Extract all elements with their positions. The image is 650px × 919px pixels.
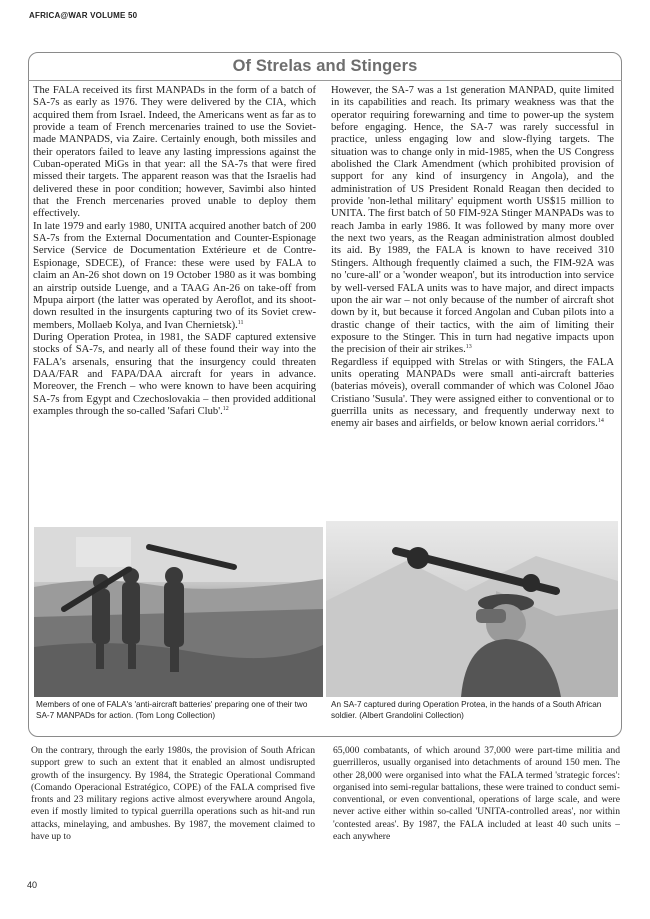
- footnote-marker: 13: [465, 344, 472, 351]
- sa7-captured-photo: [326, 521, 618, 697]
- paragraph: During Operation Protea, in 1981, the SADF captured extensive stocks of SA-7s, and nearly all of these found their way into the FALA's arsenals, ensuring that the insurgency could threaten DAA/FAR and FAPA/DAA aircraft for years in advance. Moreover, the French – who were known to have been acquiring SA-7s from Egypt and Czechoslovakia – then provided additional examples through the so-called 'Safari Club'.$^{12}$: [33, 331, 316, 417]
- footnote-marker: 12: [222, 405, 229, 412]
- box-right-column: [331, 85, 614, 519]
- paragraph: 65,000 combatants, of which around 37,000 were part-time militia and guerrilleros, usually organised into detachments of around 150 men. The other 28,000 were organised into what the FALA termed 'strategic forces': organised into semi-regular battalions, these were trained to conduct semi-conventional, or even conventional, operations of large scale, and were never active either within so-called 'UNITA-controlled areas', nor within 'contested areas'. By 1987, the FALA included at least 40 such units – each anywhere: [333, 745, 620, 843]
- paragraph: The FALA received its first MANPADs in the form of a batch of SA-7s as early as 1976. They were delivered by the CIA, which acquired them from Israel. Indeed, the Americans went as far as to provide a team of French mercenaries trained to use the Soviet-made MANPADS, via Zaire. Certainly enough, both missiles and their operators failed to leave any lasting impressions against the Cuban-operated MiGs in that year: all the SA-7s that were fired missed their targets. The apparent reason was that the Israelis had delivered these in poor condition; however, Savimbi also hinted that the French mercenaries proved unable to deploy them effectively.: [33, 85, 316, 220]
- main-text-left-column: [31, 745, 315, 863]
- paragraph: However, the SA-7 was a 1st generation MANPAD, quite limited in its capabilities and reach. Its primary weakness was that the operator requiring forewarning and time to power-up the system before engaging. Hence, the SA-7 was rarely successful in practice, unless engaging low and slow-flying targets. The situation was to change only in mid-1985, when the US Congress abolished the Clark Amendment (which prohibited provision of support for any kind of insurgency in Angola), and the administration of US President Ronald Reagan then decided to provide 'non-lethal military' equipment worth US$15 million to UNITA. The first batch of 50 FIM-92A Stinger MANPADs was to reach Jamba in early 1986. It was followed by many more over the next two years, as the Reagan administration almost doubled its aid. By 1989, the FALA is known to have received 310 Stingers. Although frequently claimed a such, the FIM-92A was no 'cure-all' or a 'wonder weapon', but its introduction into service by well-versed FALA units was to have major, and direct impacts upon the air war – not only because of the number of aircraft shot down by it, but because it forced Angolan and Cuban pilots into a drastic change of their tactics, with the aim of limiting their exposure to the Stinger. This in turn had negative impacts upon the precision of their air strikes.$^{13}$: [331, 85, 614, 356]
- paragraph: On the contrary, through the early 1980s, the provision of South African support grew to such an extent that it enabled an almost undisrupted growth of the insurgency. By 1984, the Strategic Operational Command (Comando Operacional Estratégico, COPE) of the FALA comprised five fronts and 23 military regions active almost everywhere around Angola, even if mostly limited to typical guerrilla operations such as hit-and run attacks, minelaying, and ambushes. By 1987, the movement claimed to have up to: [31, 745, 315, 843]
- sidebar-box-title: Of Strelas and Stingers: [232, 57, 418, 75]
- footnote-marker: 11: [237, 319, 244, 326]
- photo-caption-right: An SA-7 captured during Operation Protea, in the hands of a South African soldier. (Albert Grandolini Collection): [331, 700, 602, 720]
- sa7-battery-photo: [34, 527, 323, 697]
- sa7-battery-illustration: [34, 527, 323, 697]
- main-text-right-column: [333, 745, 620, 863]
- title-divider: [28, 80, 622, 81]
- footnote-marker: 14: [597, 418, 604, 425]
- paragraph: Regardless if equipped with Strelas or with Stingers, the FALA units operating MANPADs were small anti-aircraft batteries (baterias móveis), overall commander of which was Colonel Jǒao Cristiano 'Susula'. They were assigned either to conventional or to guerrilla units as necessary, and frequently underway next to enemy air bases and airfields, or below known aerial corridors.$^{14}$: [331, 356, 614, 430]
- sa7-soldier-illustration: [326, 521, 618, 697]
- running-header: AFRICA@WAR VOLUME 50: [29, 11, 138, 20]
- paragraph: In late 1979 and early 1980, UNITA acquired another batch of 200 SA-7s from the External Documentation and Counter-Espionage Service (Service de Documentation Extérieure et de Contre-Espionage, SDECE), of France: these were used by FALA to claim an An-26 shot down on 19 October 1980 as it was bombing an airstrip outside Luenge, and a TAAG An-26 on take-off from Mpupa airport (the latter was operated by Aeroflot, and its shoot-down resulted in the insurgents capturing two of its Soviet crew-members, Mollaeb Kolya, and Ivan Chernietsk).$^{11}$: [33, 220, 316, 331]
- photo-caption-left: Members of one of FALA's 'anti-aircraft batteries' preparing one of their two SA-7 MANPADs for action. (Tom Long Collection): [36, 700, 308, 720]
- box-left-column: [33, 85, 316, 530]
- page-number: 40: [27, 880, 38, 890]
